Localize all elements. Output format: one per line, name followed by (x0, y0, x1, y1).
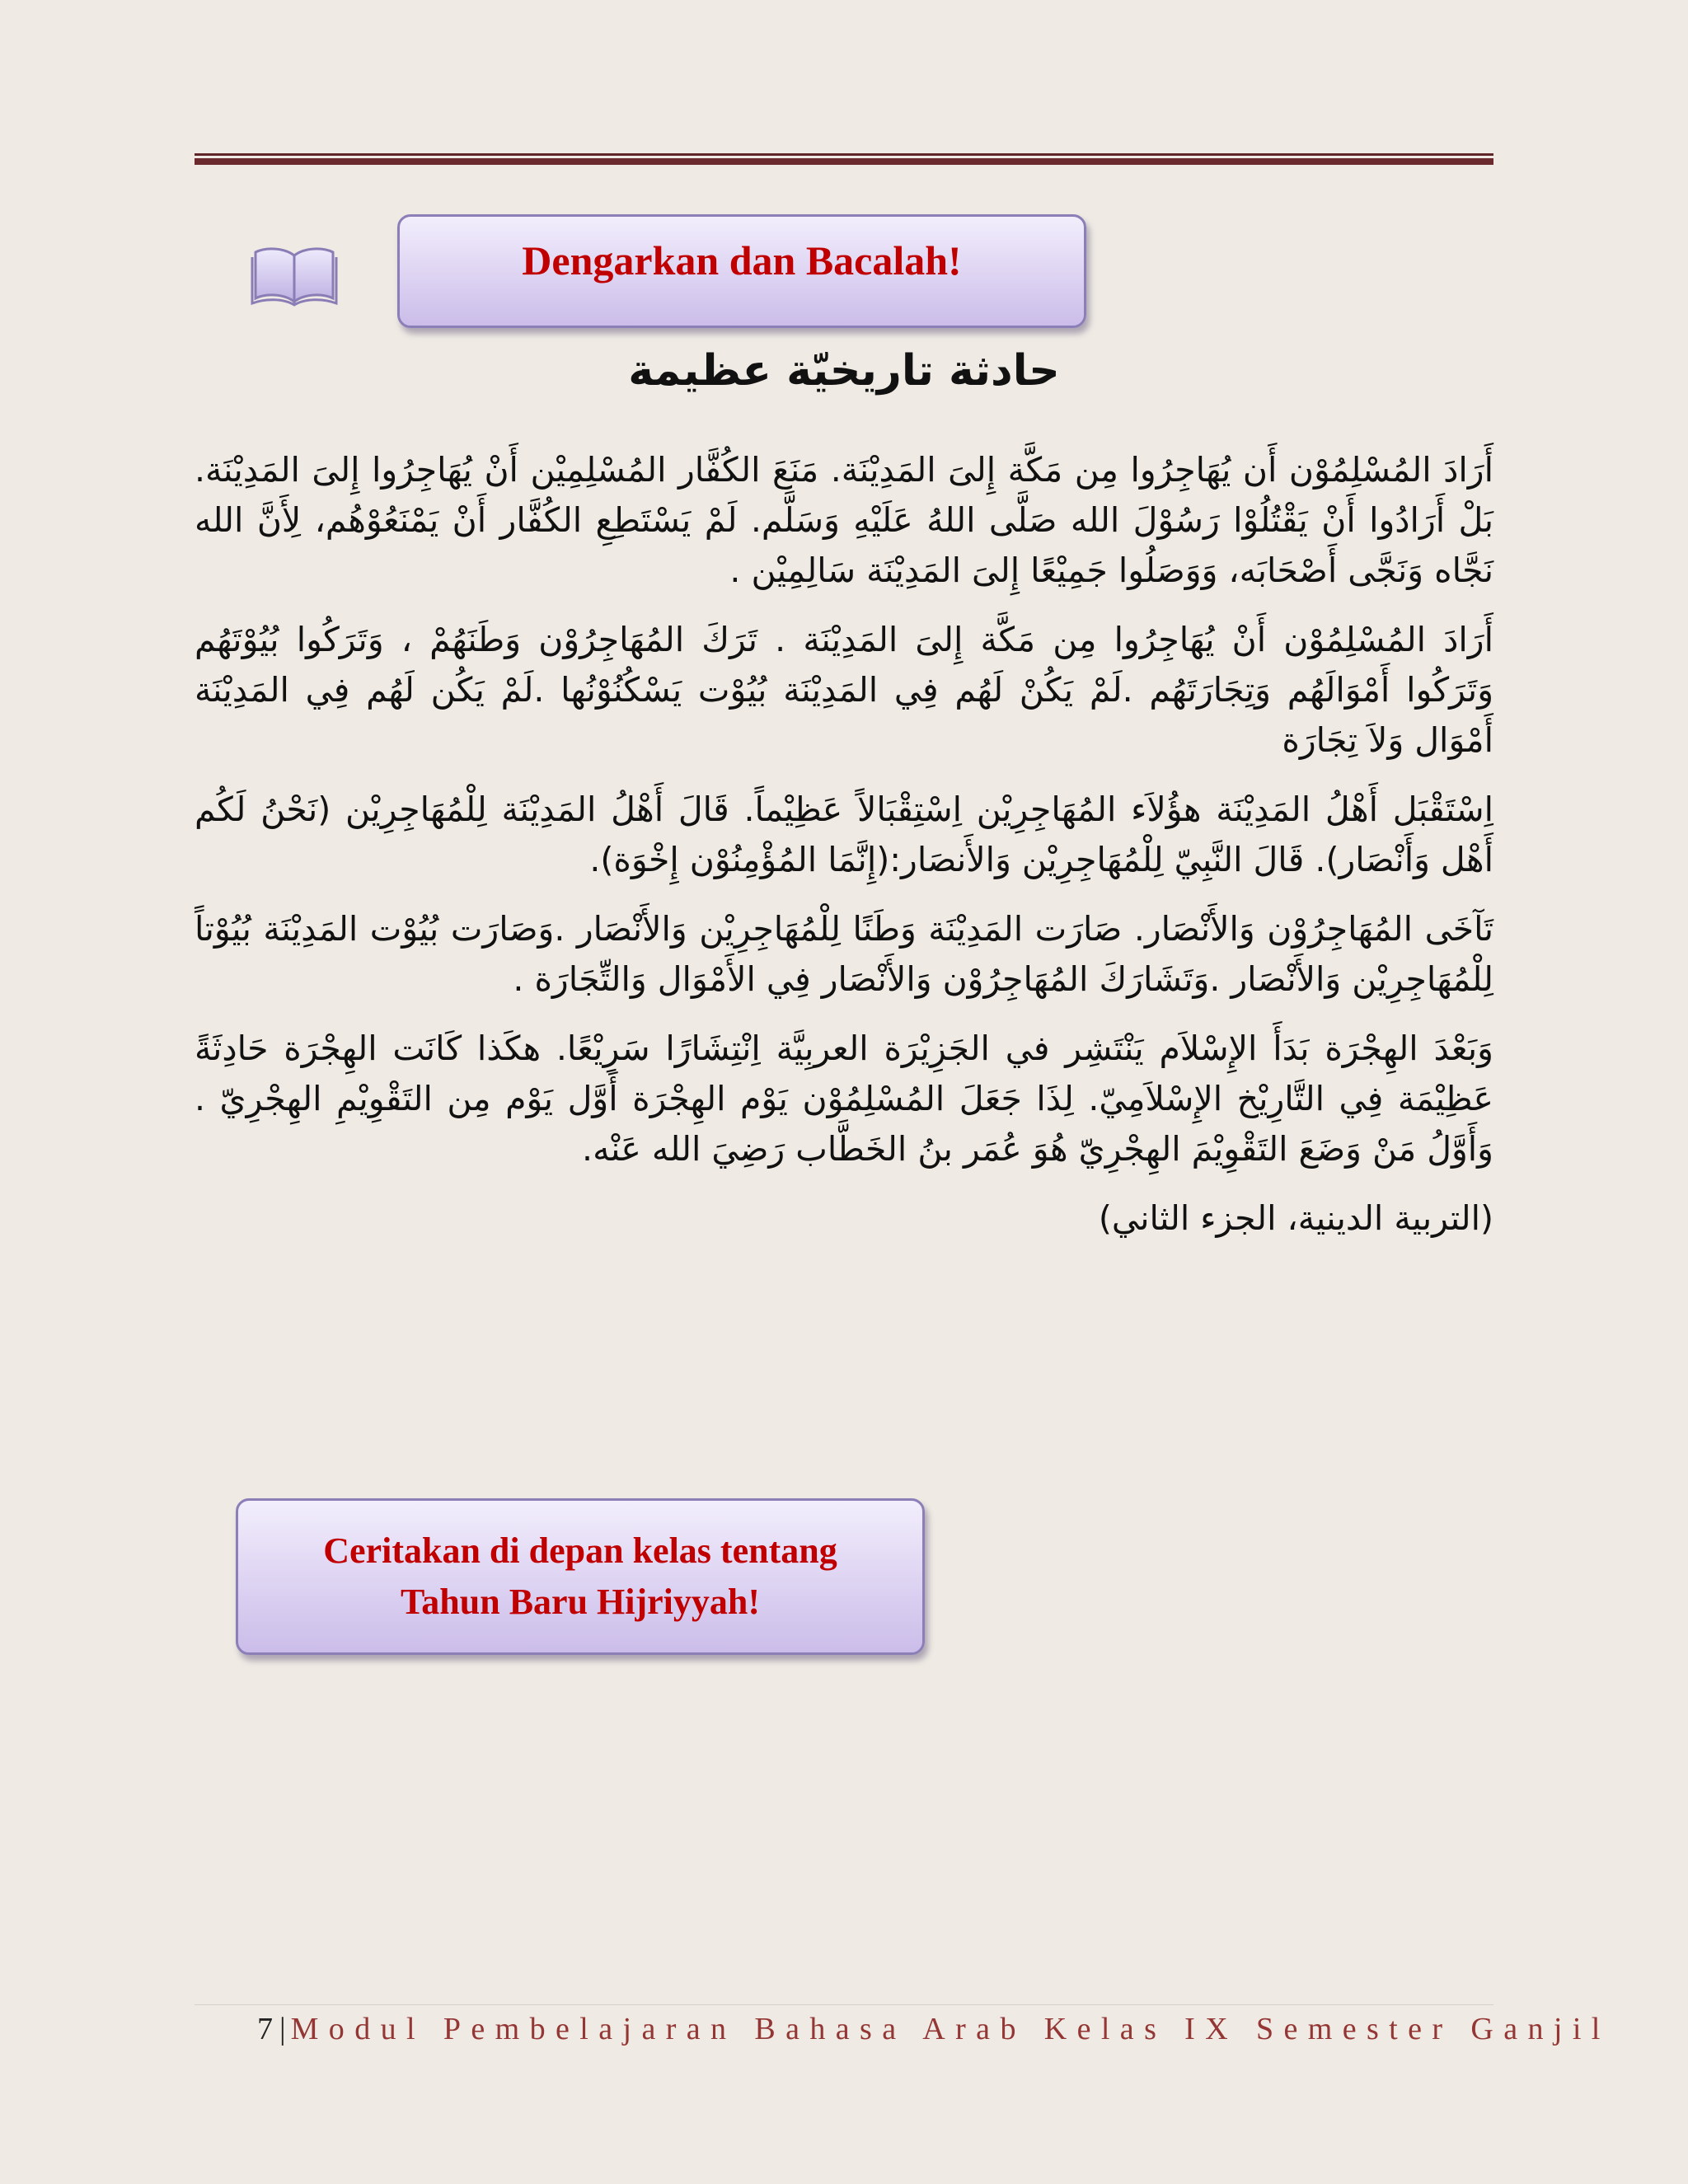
passage-paragraph: أَرَادَ المُسْلِمُوْن أَنْ يُهَاجِرُوا مِن مَكَّة إِلىَ المَدِيْنَة . تَرَكَ المُهَاجِرُوْن وَطَنَهُمْ ، وَتَرَكُوا بُيُوْتَهُم وَتَرَكُوا أَمْوَالَهُم وَتِجَارَتَهُم .لَمْ يَكُنْ لَهُم فِي المَدِيْنَة بُيُوْت يَسْكُنُوْنُها .لَمْ يَكُن لَهُم فِي المَدِيْنَة أَمْوَال وَلاَ تِجَارَة (195, 620, 1493, 760)
header-rule-thin (195, 153, 1493, 156)
page-number: 7 (257, 2012, 274, 2046)
footer-rule (195, 2004, 1493, 2005)
storytelling-task-banner (236, 1498, 925, 1655)
passage-paragraph: تَآخَى المُهَاجِرُوْن وَالأَنْصَار. صَارَت المَدِيْنَة وَطَنًا لِلْمُهَاجِرِيْن وَالأَنْصَار .وَصَارَت بُيُوْت المَدِيْنَة بُيُوْتاً لِلْمُهَاجِرِيْن وَالأَنْصَار .وَتَشَارَكَ المُهَاجِرُوْن وَالأَنْصَار فِي الأَمْوَال وَالتِّجَارَة . (195, 909, 1493, 999)
header-rule (195, 153, 1493, 166)
reading-title: حادثة تاريخيّة عظيمة (628, 346, 1060, 396)
storytelling-task-line2: Tahun Baru Hijriyyah! (400, 1582, 761, 1622)
listen-and-read-label: Dengarkan dan Bacalah! (522, 237, 962, 284)
reading-passage (195, 445, 1493, 1263)
module-title: Modul Pembelajaran Bahasa Arab Kelas IX Semester Ganjil (290, 2012, 1611, 2046)
header-rule-thick (195, 158, 1493, 165)
storytelling-task-text (323, 1526, 837, 1628)
page-footer (257, 2008, 1611, 2050)
passage-paragraph: وَبَعْدَ الهِجْرَة بَدَأَ الإِسْلاَم يَنْتَشِر في الجَزِيْرَة العربِيَّة اِنْتِشَارًا سَرِيْعًا. هكَذا كَانَت الهِجْرَة حَادِثَةً عَظِيْمَة فِي التَّارِيْخ الإِسْلاَمِيّ. لِذَا جَعَلَ المُسْلِمُوْن يَوْم الهِجْرَة أَوَّل يَوْم مِن التَقْوِيْمِ الهِجْرِيّ . وَأَوَّلُ مَنْ وَضَعَ التَقْوِيْمَ الهِجْرِيّ هُوَ عُمَر بنُ الخَطَّاب رَضِيَ الله عَنْه. (195, 1029, 1493, 1169)
listen-and-read-banner (397, 214, 1086, 328)
footer-separator: | (279, 2012, 286, 2046)
passage-source: (التربية الدينية، الجزء الثاني) (1098, 1198, 1493, 1238)
passage-paragraph: اِسْتَقْبَل أَهْلُ المَدِيْنَة هؤُلاَء المُهَاجِرِيْن اِسْتِقْبَالاً عَظِيْماً. قَالَ أَهْلُ المَدِيْنَة لِلْمُهَاجِرِيْن (نَحْنُ لَكُم أَهْل وَأَنْصَار). قَالَ النَّبِيّ لِلْمُهَاجِرِيْن وَالأَنصَار:(إِنَّمَا المُؤْمِنُوْن إِخْوَة). (195, 790, 1493, 879)
passage-paragraph: أَرَادَ المُسْلِمُوْن أَن يُهَاجِرُوا مِن مَكَّة إِلىَ المَدِيْنَة. مَنَعَ الكُفَّار المُسْلِمِيْن أَنْ يُهَاجِرُوا إِلىَ المَدِيْنَة. بَلْ أَرَادُوا أَنْ يَقْتُلُوْا رَسُوْلَ الله صَلَّى اللهُ عَلَيْهِ وَسَلَّم. لَمْ يَسْتَطِعِ الكُفَّار أَنْ يَمْنَعُوْهُم، لِأَنَّ الله نَجَّاه وَنَجَّى أَصْحَابَه، وَوَصَلُوا جَمِيْعًا إِلىَ المَدِيْنَة سَالِمِيْن . (195, 450, 1493, 590)
storytelling-task-line1: Ceritakan di depan kelas tentang (323, 1530, 837, 1571)
open-book-icon (251, 244, 338, 307)
